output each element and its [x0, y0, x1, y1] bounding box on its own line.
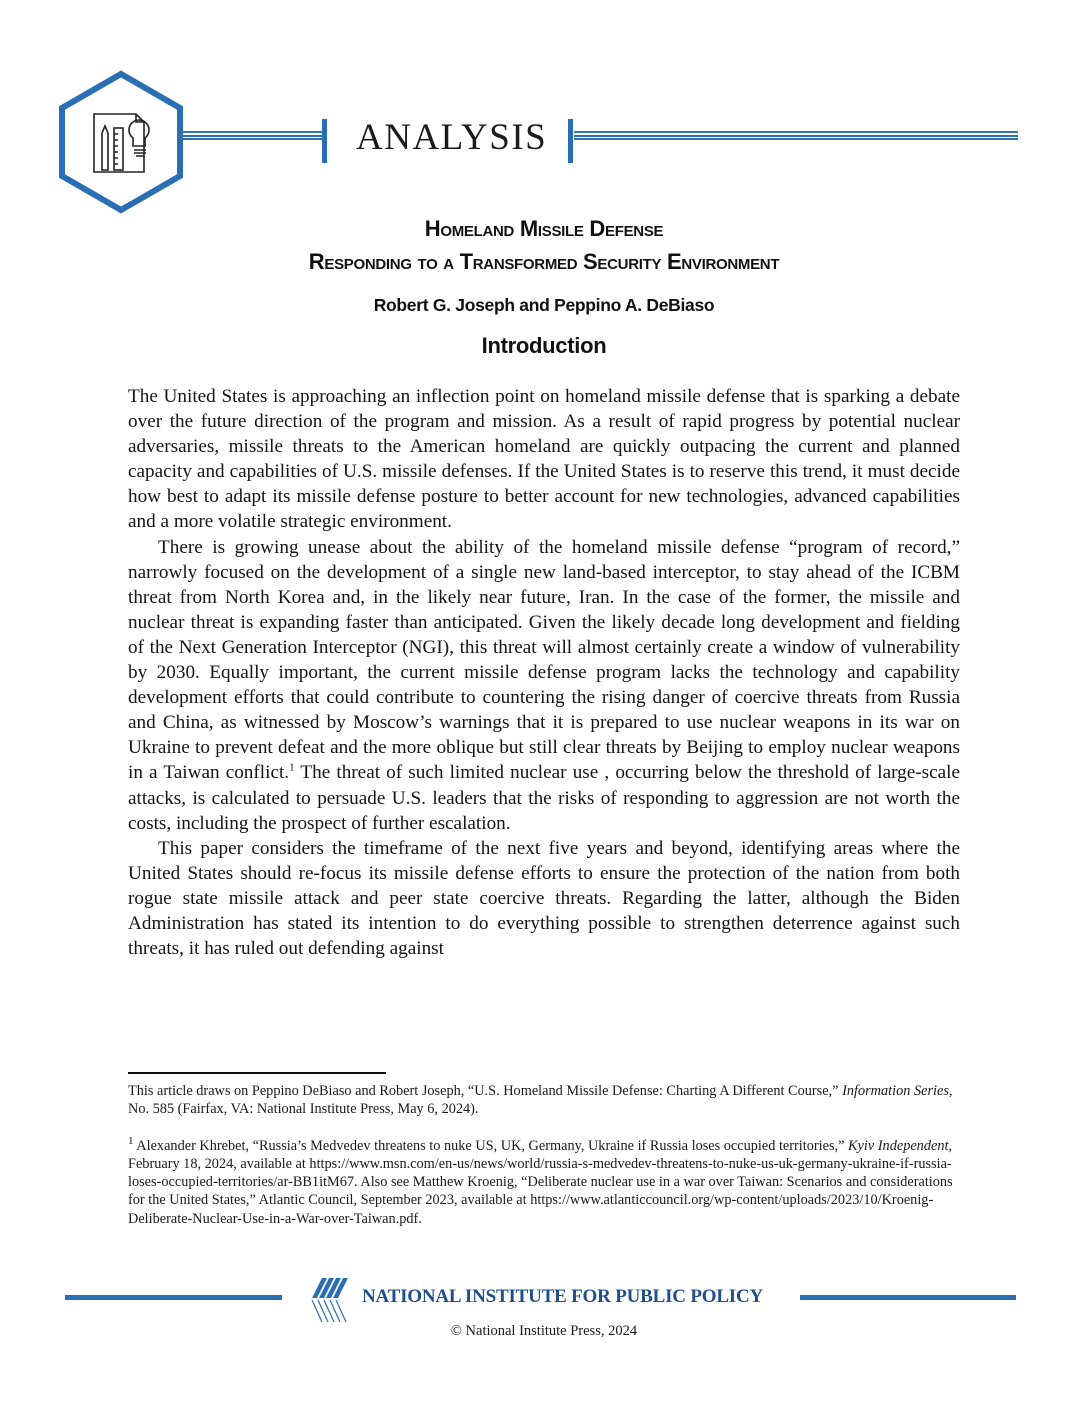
footnote-ref-1[interactable]: 1: [289, 762, 295, 775]
footnote-1: $^1$ Alexander Khrebet, “Russia’s Medvedev threatens to nuke US, UK, Germany, Ukraine if Russia loses occupied territories,” Kyiv Independent, February 18, 2024, available at https://www.msn.com/en-us/news/world/russia-s-medvedev-threatens-to-nuke-us-uk-germany-ukraine-if-russia-loses-occupied-territories/ar-BB1itM67. Also see Matthew Kroenig, “Deliberate nuclear use in a war over Taiwan: Scenarios and considerations for the United States,” Atlantic Council, September 2023, available at https://www.atlanticcouncil.org/wp-content/uploads/2023/10/Kroenig-Deliberate-Nuclear-Use-in-a-War-over-Taiwan.pdf.: [128, 1134, 953, 1227]
copyright: © National Institute Press, 2024: [450, 1323, 638, 1339]
header-rule-right: [574, 131, 1018, 140]
paragraph-1: The United States is approaching an inflection point on homeland missile defense that is sparking a debate over the future direction of the program and mission. As a result of rapid progress by potential nuclear adversaries, missile threats to the American homeland are quickly outpacing the current and planned capacity and capabilities of U.S. missile defenses. If the United States is to reserve this trend, it must decide how best to adapt its missile defense posture to better account for new technologies, advanced capabilities and a more volatile strategic environment.: [128, 386, 960, 533]
nipp-logo-icon: [302, 1276, 354, 1324]
document-title: [0, 212, 1088, 278]
header-bar-left: [322, 119, 327, 163]
footnotes: [128, 1082, 960, 1246]
header-bar-right: [568, 119, 573, 163]
header-rule-left: [178, 131, 326, 140]
section-heading: Introduction: [481, 333, 607, 358]
body-text: [128, 384, 960, 961]
footer-rule-left: [65, 1295, 282, 1300]
authors: Robert G. Joseph and Peppino A. DeBiaso: [373, 295, 715, 315]
title-line-2: Responding to a Transformed Security Environment: [308, 249, 780, 274]
section-label: ANALYSIS: [356, 117, 548, 158]
organization-name: NATIONAL INSTITUTE FOR PUBLIC POLICY: [362, 1286, 764, 1307]
footnote-separator: [128, 1072, 386, 1074]
analysis-hexagon-icon: [56, 70, 186, 214]
page-header: [0, 0, 1088, 220]
title-line-1: Homeland Missile Defense: [424, 216, 664, 241]
footer-rule-right: [800, 1295, 1016, 1300]
paragraph-2: There is growing unease about the ability of the homeland missile defense “program of record,” narrowly focused on the development of a single new land-based interceptor, to stay ahead of the ICBM threat from North Korea and, in the likely near future, Iran. In the case of the former, the missile and nuclear threat is expanding faster than anticipated. Given the likely decade long development and fielding of the Next Generation Interceptor (NGI), this threat will almost certainly create a window of vulnerability by 2030. Equally important, the current missile defense program lacks the technology and capability development efforts that could contribute to countering the rising danger of coercive threats from Russia and China, as witnessed by Moscow’s warnings that it is prepared to use nuclear weapons in its war on Ukraine to prevent defeat and the more oblique but still clear threats by Beijing to employ nuclear weapons in a Taiwan conflict.$^1$ The threat of such limited nuclear use , occurring below the threshold of large-scale attacks, is calculated to persuade U.S. leaders that the risks of responding to aggression are not worth the costs, including the prospect of further escalation.: [128, 536, 960, 834]
source-note: This article draws on Peppino DeBiaso and Robert Joseph, “U.S. Homeland Missile Defense: Charting A Different Course,” Information Series, No. 585 (Fairfax, VA: National Institute Press, May 6, 2024).: [128, 1083, 953, 1118]
paragraph-3: This paper considers the timeframe of the next five years and beyond, identifying areas where the United States should re-focus its missile defense efforts to ensure the protection of the nation from both rogue state missile attack and peer state coercive threats. Regarding the latter, although the Biden Administration has stated its intention to do everything possible to strengthen deterrence against such threats, it has ruled out defending against: [128, 837, 960, 960]
